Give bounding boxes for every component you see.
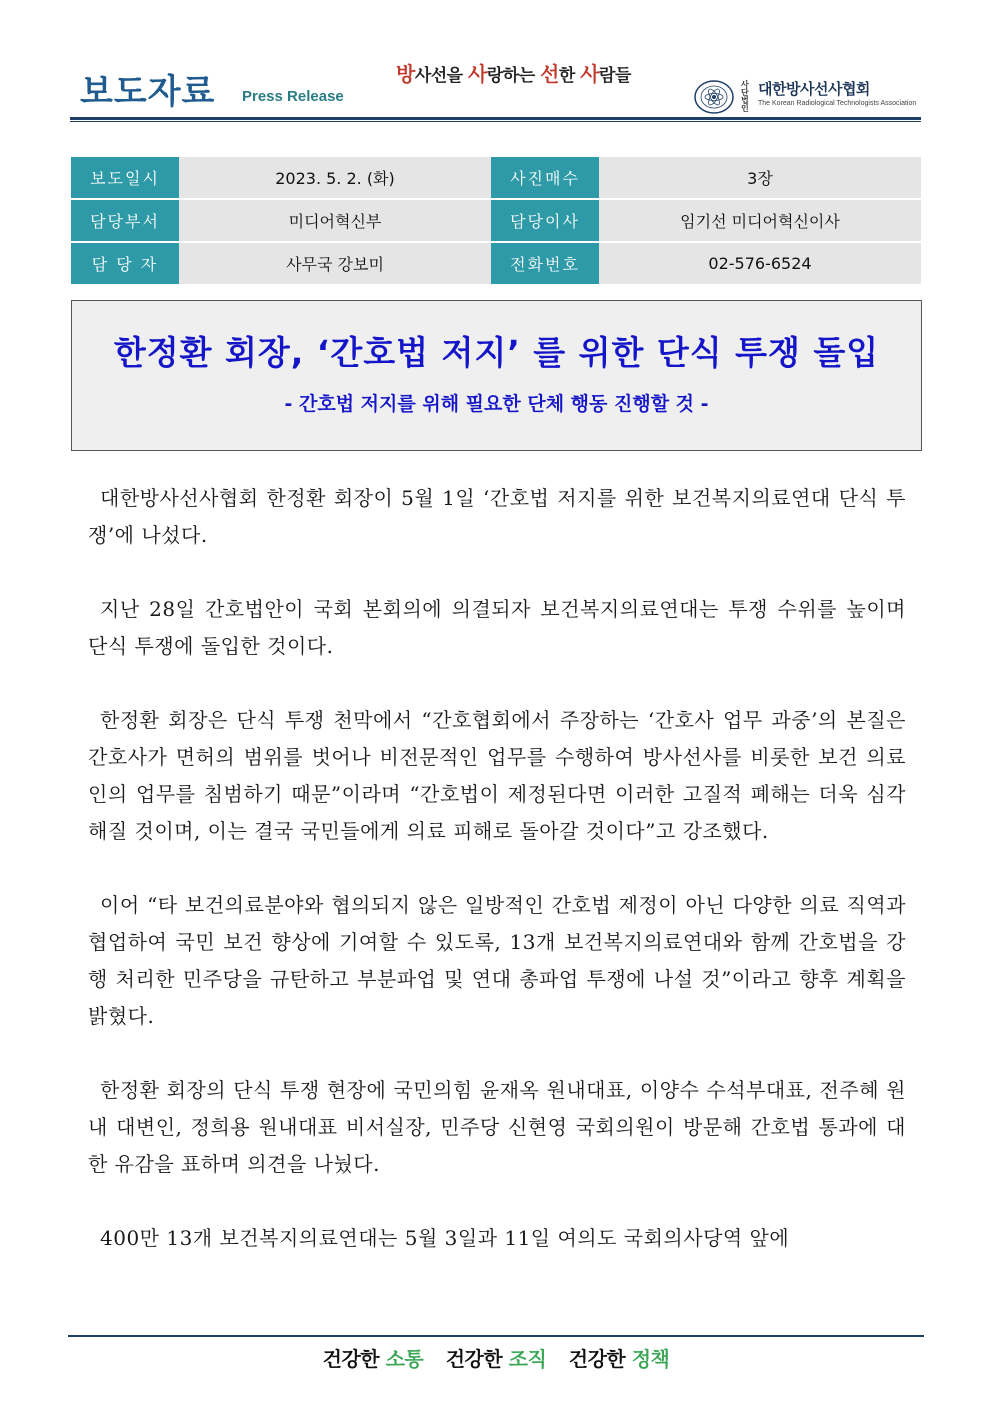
footer-item [446, 1347, 547, 1371]
footer-prefix: 건강한 [445, 1347, 509, 1371]
release-info-table [71, 155, 921, 286]
info-value: 02-576-6524 [599, 243, 921, 284]
footer-word: 정책 [631, 1347, 670, 1371]
body-paragraph: 지난 28일 간호법안이 국회 본회의에 의결되자 보건복지의료연대는 투쟁 수위를 높이며 단식 투쟁에 돌입한 것이다. [88, 597, 906, 658]
body-paragraph: 이어 “타 보건의료분야와 협의되지 않은 일방적인 간호법 제정이 아닌 다양한 의료 직역과 협업하여 국민 보건 향상에 기여할 수 있도록, 13개 보건복지의료연대와 함께 간호법을 강행 처리한 민주당을 규탄하고 부분파업 및 연대 총파업 투쟁에 나설 것”이라고 향후 계획을 밝혔다. [88, 893, 906, 1028]
press-release-subtitle: Press Release [242, 88, 344, 105]
slogan-part: 사선을 [414, 66, 469, 86]
footer-word: 소통 [385, 1347, 424, 1371]
slogan [396, 58, 631, 87]
slogan-part: 선 [540, 62, 559, 86]
info-value: 미디어혁신부 [179, 200, 491, 241]
body-paragraph: 400만 13개 보건복지의료연대는 5월 3일과 11일 여의도 국회의사당역 앞에 [100, 1226, 790, 1250]
table-row [71, 243, 921, 284]
slogan-part: 사 [580, 62, 600, 86]
info-value: 2023. 5. 2. (화) [179, 157, 491, 198]
footer-prefix: 건강한 [322, 1347, 386, 1371]
info-label: 전화번호 [491, 243, 599, 284]
info-value: 3장 [599, 157, 921, 198]
info-label: 보도일시 [71, 157, 179, 198]
table-row [71, 200, 921, 241]
info-value: 사무국 강보미 [179, 243, 491, 284]
footer-item [323, 1347, 424, 1371]
org-name: 대한방사선사협회 [758, 80, 870, 98]
table-row [71, 157, 921, 198]
info-label: 담 당 자 [71, 243, 179, 284]
headline-subtitle: - 간호법 저지를 위해 필요한 단체 행동 진행할 것 - [284, 393, 709, 415]
slogan-part: 랑하는 [486, 66, 541, 86]
footer-item [569, 1347, 670, 1371]
body-paragraph: 한정환 회장의 단식 투쟁 현장에 국민의힘 윤재옥 원내대표, 이양수 수석부대표, 전주혜 원내 대변인, 정희용 원내대표 비서실장, 민주당 신현영 국회의원이 방문해 간호법 통과에 대한 유감을 표하며 의견을 나눴다. [88, 1078, 906, 1176]
article-body [88, 480, 906, 1257]
slogan-part: 람들 [599, 66, 631, 86]
headline-title: 한정환 회장, ‘간호법 저지’ 를 위한 단식 투쟁 돌입 [113, 333, 880, 372]
footer-prefix: 건강한 [568, 1347, 632, 1371]
header-divider-thin [70, 121, 921, 122]
body-paragraph: 한정환 회장은 단식 투쟁 천막에서 “간호협회에서 주장하는 ‘간호사 업무 과중’의 본질은 간호사가 면허의 범위를 벗어나 비전문적인 업무를 수행하여 방사선사를 비롯한 보건 의료인의 업무를 침범하기 때문”이라며 “간호법이 제정된다면 이러한 고질적 폐해는 더욱 심각해질 것이며, 이는 결국 국민들에게 의료 피해로 돌아갈 것이다”고 강조했다. [88, 708, 906, 843]
header-divider [70, 117, 921, 120]
slogan-part: 사 [468, 62, 487, 86]
association-logo-icon [694, 80, 734, 114]
headline-box [71, 300, 922, 451]
body-paragraph: 대한방사선사협회 한정환 회장이 5월 1일 ‘간호법 저지를 위한 보건복지의료연대 단식 투쟁’에 나섰다. [88, 486, 906, 547]
footer-motto [0, 1343, 992, 1372]
info-label: 사진매수 [491, 157, 599, 198]
slogan-part: 방 [396, 62, 415, 86]
org-english-name: The Korean Radiological Technologists Association [758, 100, 917, 107]
footer-divider [68, 1335, 924, 1337]
info-value: 임기선 미디어혁신이사 [599, 200, 921, 241]
footer-word: 조직 [508, 1347, 547, 1371]
org-type-label: 사단법인 [741, 80, 749, 113]
press-release-title: 보도자료 [80, 72, 216, 112]
info-label: 담당부서 [71, 200, 179, 241]
slogan-part: 한 [558, 66, 581, 86]
info-label: 담당이사 [491, 200, 599, 241]
